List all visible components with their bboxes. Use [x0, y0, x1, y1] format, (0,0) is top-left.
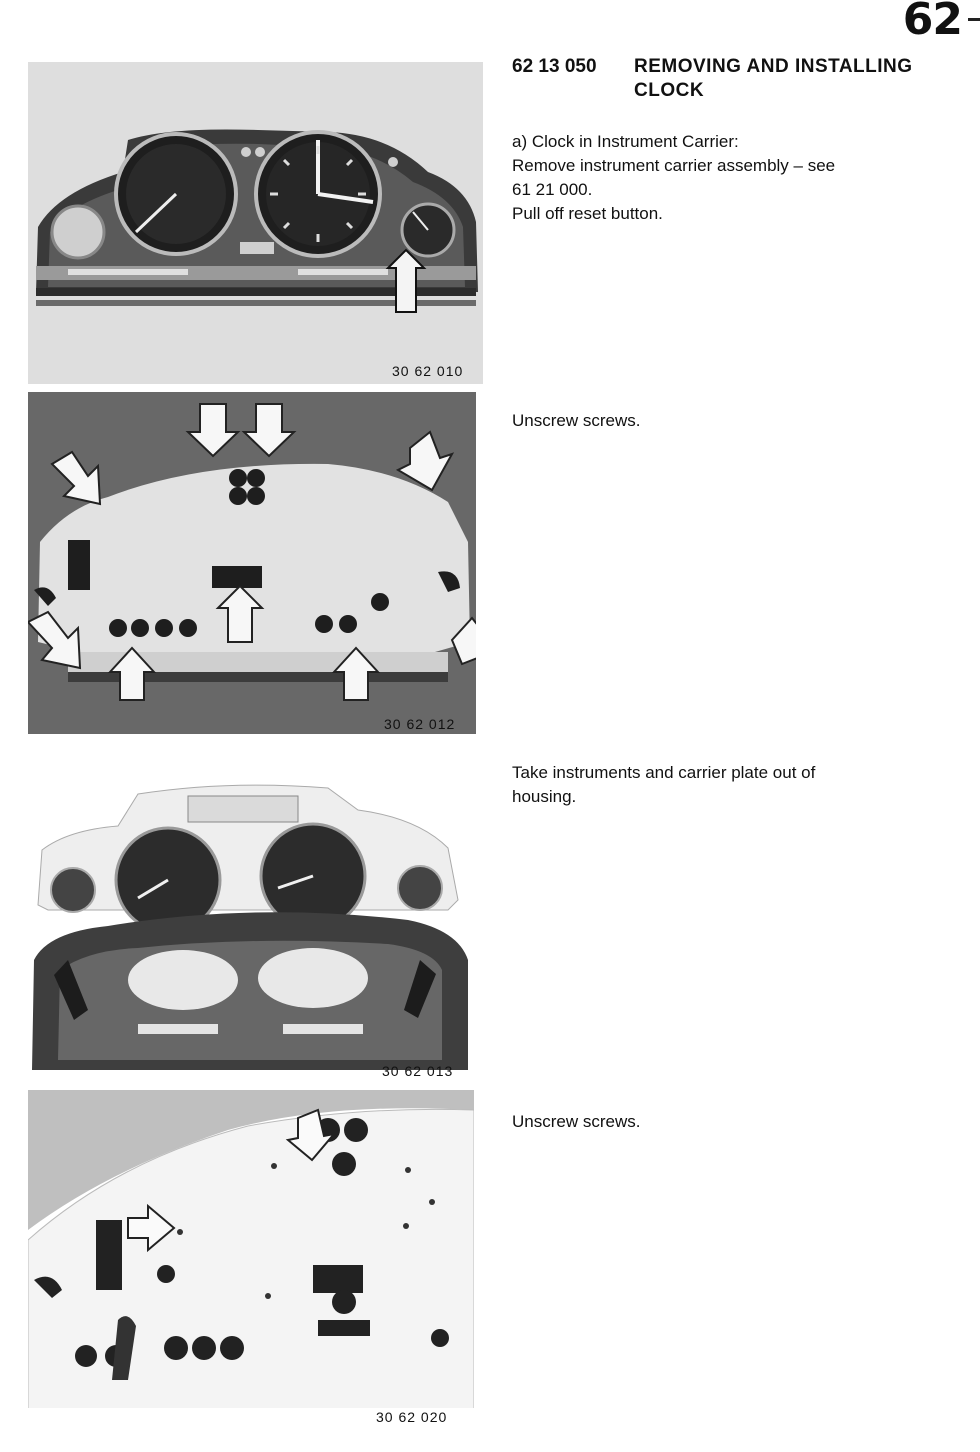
step-3-text: Take instruments and carrier plate out of housing.: [512, 763, 816, 806]
figure-number-2: 30 62 012: [384, 716, 456, 732]
step-4-text: Unscrew screws.: [512, 1112, 641, 1131]
step-1-text: a) Clock in Instrument Carrier: Remove instrument carrier assembly – see 61 21 000. Pull off reset button.: [512, 132, 836, 223]
figure-carrier-rear-screws: [28, 392, 476, 734]
figure-instruments-and-housing: [28, 770, 476, 1080]
step-2-text: Unscrew screws.: [512, 411, 641, 430]
figure-number-3: 30 62 013: [382, 1063, 454, 1079]
page-number-dash: [968, 18, 980, 21]
figure-clock-screws-rear: [28, 1090, 474, 1436]
figure-number-1: 30 62 010: [392, 363, 464, 379]
section-code: 62 13 050: [512, 56, 597, 77]
figure-instrument-cluster-front: [28, 62, 483, 384]
section-title: REMOVING AND INSTALLING CLOCK: [634, 56, 913, 101]
page-number: 62: [902, 0, 962, 45]
figure-number-4: 30 62 020: [376, 1409, 448, 1425]
section-heading: [512, 55, 972, 103]
